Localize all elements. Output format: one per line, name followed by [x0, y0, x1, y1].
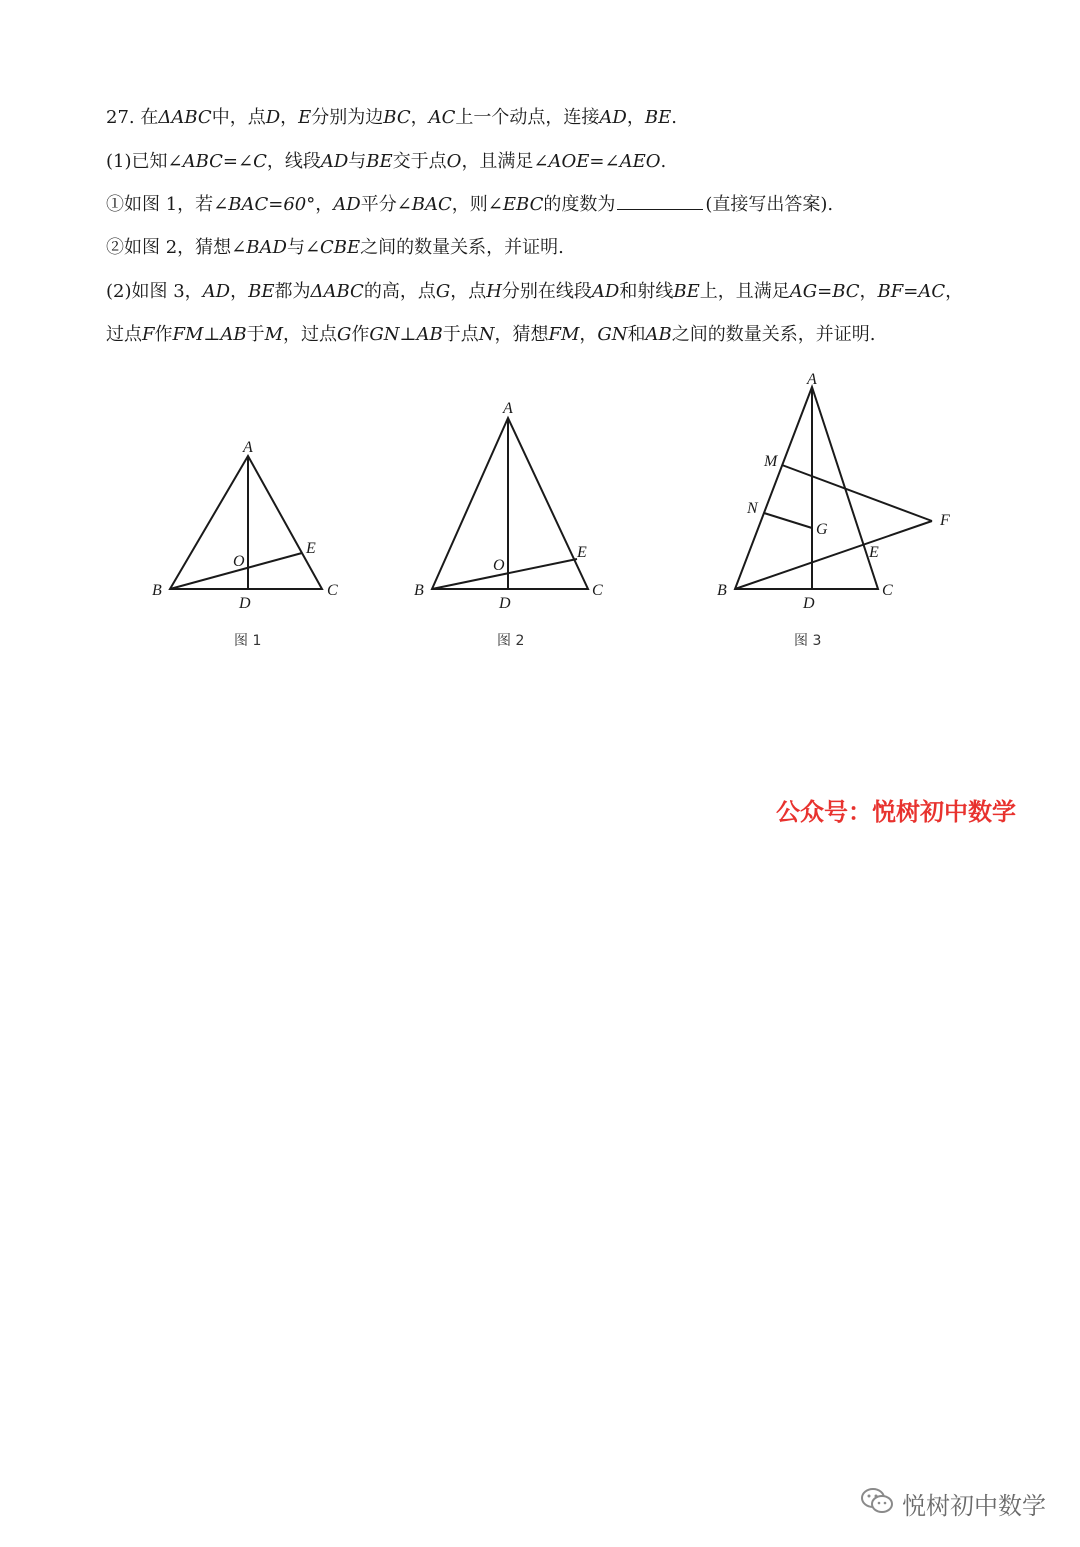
- figure-2-caption: 图 2: [497, 633, 525, 649]
- figure-2: [405, 395, 615, 620]
- label-b: B: [717, 582, 727, 599]
- problem-part-2: (2)如图 3，AD，BE都为ΔABC的高，点G，点H分别在线段AD和射线BE上，且满足AG=BC，BF=AC，: [106, 281, 964, 302]
- footer-watermark-text: 悦树初中数学: [902, 1492, 1046, 1520]
- label-d: D: [239, 595, 251, 612]
- label-m: M: [764, 453, 778, 470]
- wechat-icon: [860, 1487, 894, 1521]
- label-d: D: [499, 595, 511, 612]
- label-a: A: [807, 371, 817, 388]
- figure-3: [710, 365, 960, 620]
- label-e: E: [577, 544, 587, 561]
- label-c: C: [327, 582, 338, 599]
- question-2: ②如图 2，猜想∠BAD与∠CBE之间的数量关系，并证明.: [106, 237, 564, 258]
- label-e: E: [306, 540, 316, 557]
- triangle-abc: [432, 418, 588, 589]
- answer-blank[interactable]: [617, 195, 703, 210]
- label-c: C: [592, 582, 603, 599]
- problem-part-1: (1)已知∠ABC=∠C，线段AD与BE交于点O，且满足∠AOE=∠AEO.: [106, 151, 667, 172]
- label-d: D: [803, 595, 815, 612]
- segment-fm: [782, 465, 932, 521]
- problem-intro: 27. 在ΔABC中，点D，E分别为边BC，AC上一个动点，连接AD，BE.: [106, 107, 677, 128]
- label-f: F: [940, 512, 950, 529]
- label-c: C: [882, 582, 893, 599]
- label-n: N: [747, 500, 758, 517]
- figure-1: [140, 430, 360, 620]
- label-g: G: [816, 521, 828, 538]
- label-a: A: [243, 439, 253, 456]
- problem-part-2-cont: 过点F作FM⊥AB于M，过点G作GN⊥AB于点N，猜想FM，GN和AB之间的数量关系，并证明.: [106, 324, 876, 345]
- label-a: A: [503, 400, 513, 417]
- label-b: B: [414, 582, 424, 599]
- label-b: B: [152, 582, 162, 599]
- label-o: O: [233, 553, 245, 570]
- question-1: ①如图 1，若∠BAC=60°，AD平分∠BAC，则∠EBC的度数为 (直接写出答案).: [106, 194, 834, 215]
- footer-watermark: [860, 1486, 1046, 1521]
- label-e: E: [869, 544, 879, 561]
- label-o: O: [493, 557, 505, 574]
- triangle-abc: [735, 387, 878, 589]
- figure-3-caption: 图 3: [794, 633, 822, 649]
- segment-bf: [735, 521, 932, 589]
- account-watermark: 公众号：悦树初中数学: [776, 798, 1016, 826]
- segment-gn: [764, 513, 812, 528]
- figure-1-caption: 图 1: [234, 633, 262, 649]
